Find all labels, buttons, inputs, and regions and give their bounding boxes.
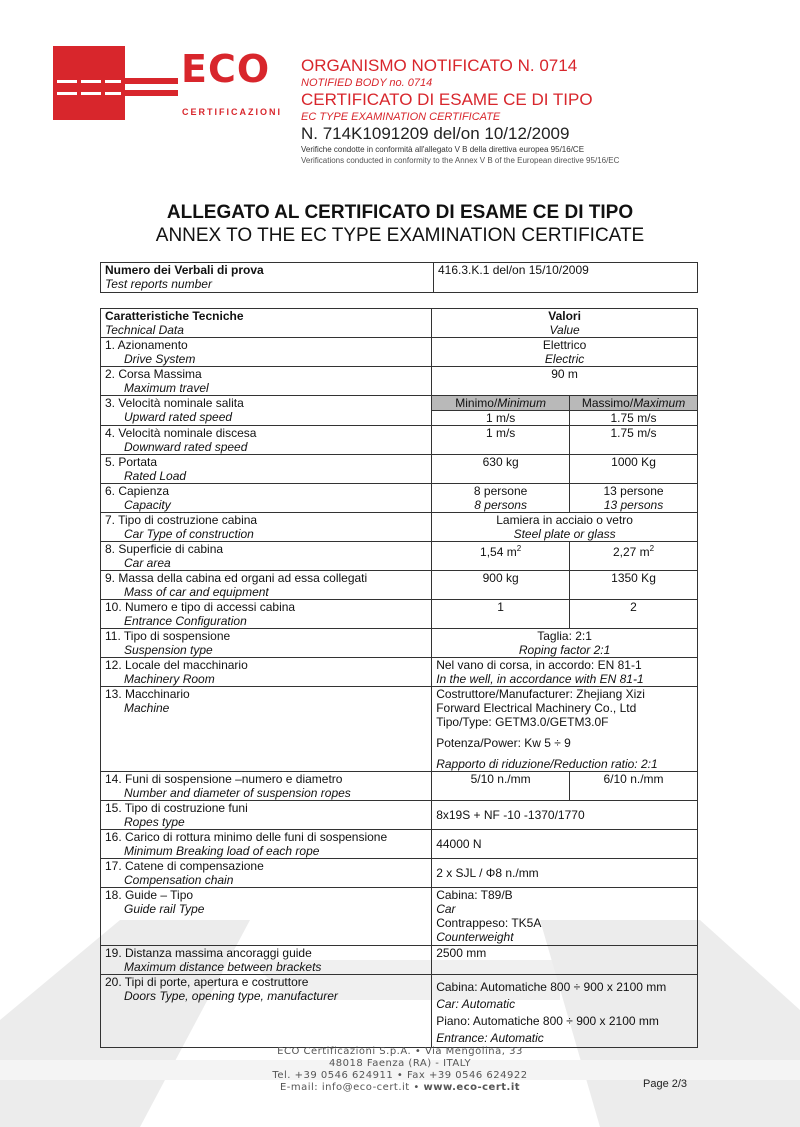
row-label: 18. Guide – Tipo: [105, 888, 194, 902]
table-cell: [570, 484, 698, 513]
table-row: [101, 542, 698, 571]
row-value-max: 13 persone: [603, 484, 664, 498]
table-cell: [432, 542, 570, 571]
table-cell: [101, 629, 432, 658]
row-label: 6. Capienza: [105, 484, 170, 498]
table-cell: [101, 484, 432, 513]
reports-label: Numero dei Verbali di prova: [105, 263, 264, 277]
table-row: [101, 830, 698, 859]
table-row: [101, 338, 698, 367]
row-value-max: 6/10 n./mm: [570, 772, 698, 801]
row-label-en: Capacity: [124, 498, 171, 512]
verification-note: Verifiche condotte in conformità all'allegato V B della direttiva europea 95/16/CE: [301, 145, 585, 154]
table-row: [101, 600, 698, 629]
row-label-en: Suspension type: [124, 643, 213, 657]
logo-subtitle: CERTIFICAZIONI: [182, 107, 282, 117]
technical-data-table: [100, 308, 698, 1048]
eco-logo: [53, 46, 282, 128]
row-value-max: 2: [570, 600, 698, 629]
door-car-en: Car: Automatic: [436, 997, 516, 1011]
table-row: [101, 801, 698, 830]
table-cell: [570, 542, 698, 571]
row-value-min: 1 m/s: [432, 426, 570, 455]
maximum-head-en: Maximum: [633, 396, 686, 410]
page-number: Page 2/3: [643, 1078, 688, 1090]
row-label: 5. Portata: [105, 455, 158, 469]
table-row: [101, 946, 698, 975]
table-row: [101, 455, 698, 484]
row-value: Elettrico: [542, 338, 587, 352]
row-label-en: Upward rated speed: [124, 410, 233, 424]
row-label: 7. Tipo di costruzione cabina: [105, 513, 258, 527]
reports-label-cell: [101, 263, 434, 293]
table-cell: [101, 309, 432, 338]
table-row: [101, 658, 698, 687]
maximum-head: [570, 396, 698, 411]
row-value-min: 8 persone: [473, 484, 528, 498]
table-cell: [101, 338, 432, 367]
row-value-min: 1,54 m: [480, 545, 517, 559]
reports-value: 416.3.K.1 del/on 15/10/2009: [434, 263, 698, 293]
table-row: [101, 687, 698, 772]
row-label: 13. Macchinario: [105, 687, 190, 701]
row-label-en: Mass of car and equipment: [124, 585, 269, 599]
row-label-en: Car area: [124, 556, 171, 570]
table-cell: [101, 455, 432, 484]
row-label-en: Car Type of construction: [124, 527, 254, 541]
table-row: [101, 309, 698, 338]
values-head-en: Value: [549, 323, 580, 337]
squared-sup: 2: [649, 544, 655, 553]
table-cell: [432, 338, 698, 367]
table-cell: [101, 687, 432, 772]
test-reports-table: [100, 262, 698, 293]
annex-title-en: ANNEX TO THE EC TYPE EXAMINATION CERTIFICATE: [155, 225, 645, 246]
table-cell: [101, 426, 432, 455]
values-head: Valori: [548, 309, 581, 323]
tech-head-en: Technical Data: [105, 323, 184, 337]
machine-manufacturer: Costruttore/Manufacturer: Zhejiang Xizi: [436, 687, 645, 701]
row-label-en: Maximum travel: [124, 381, 209, 395]
table-row: [101, 975, 698, 1048]
row-label: 3. Velocità nominale salita: [105, 396, 244, 410]
row-label-en: Machine: [124, 701, 170, 715]
row-value-max: 2,27 m: [612, 545, 650, 559]
table-cell: [101, 571, 432, 600]
table-row: [101, 629, 698, 658]
row-label: 17. Catene di compensazione: [105, 859, 264, 873]
row-label: 4. Velocità nominale discesa: [105, 426, 257, 440]
table-cell: [432, 513, 698, 542]
row-label-en: Downward rated speed: [124, 440, 248, 454]
row-label: 11. Tipo di sospensione: [105, 629, 231, 643]
table-cell: [432, 484, 570, 513]
table-row: [101, 571, 698, 600]
row-value-en: In the well, in accordance with EN 81-1: [436, 672, 644, 686]
row-label: 15. Tipo di costruzione funi: [105, 801, 248, 815]
minimum-head: [432, 396, 570, 411]
row-label: 8. Superficie di cabina: [105, 542, 224, 556]
annex-title: ALLEGATO AL CERTIFICATO DI ESAME CE DI TIPO: [166, 202, 634, 223]
verification-note-en: Verifications conducted in conformity to the Annex V B of the European directive 95/16/EC: [301, 156, 620, 165]
row-label-en: Ropes type: [124, 815, 185, 829]
row-value-min: 5/10 n./mm: [432, 772, 570, 801]
row-label-en: Minimum Breaking load of each rope: [124, 844, 320, 858]
table-row: [101, 888, 698, 946]
row-value: 8x19S + NF -10 -1370/1770: [432, 801, 698, 830]
table-row: [101, 426, 698, 455]
row-value-en: Steel plate or glass: [513, 527, 616, 541]
row-label-en: Machinery Room: [124, 672, 215, 686]
row-value: 2500 mm: [432, 946, 698, 975]
row-value: 90 m: [432, 367, 698, 396]
notified-body-title-en: NOTIFIED BODY no. 0714: [301, 77, 433, 89]
row-label-en: Doors Type, opening type, manufacturer: [124, 989, 338, 1003]
row-value: Lamiera in acciaio o vetro: [496, 513, 633, 527]
row-label-en: Compensation chain: [124, 873, 234, 887]
door-entrance-en: Entrance: Automatic: [436, 1031, 544, 1045]
door-entrance: Piano: Automatiche 800 ÷ 900 x 2100 mm: [436, 1014, 659, 1028]
row-label: 12. Locale del macchinario: [105, 658, 248, 672]
row-label: 19. Distanza massima ancoraggi guide: [105, 946, 312, 960]
table-cell: [432, 309, 698, 338]
footer-address: ECO Certificazioni S.p.A. • Via Mengolina, 33: [277, 1046, 523, 1057]
row-label-en: Rated Load: [124, 469, 187, 483]
logo-mark-icon: [53, 46, 178, 120]
row-label-en: Entrance Configuration: [124, 614, 247, 628]
row-value-min-en: 8 persons: [474, 498, 527, 512]
row-value-en: Electric: [544, 352, 585, 366]
machine-type: Tipo/Type: GETM3.0/GETM3.0F: [436, 715, 609, 729]
machine-ratio: Rapporto di riduzione/Reduction ratio: 2:1: [436, 757, 658, 771]
guide-counterweight: Contrappeso: TK5A: [436, 916, 542, 930]
row-label: 10. Numero e tipo di accessi cabina: [105, 600, 296, 614]
row-value-min: 1 m/s: [432, 411, 570, 426]
footer-city: 48018 Faenza (RA) - ITALY: [328, 1058, 472, 1069]
row-label: 9. Massa della cabina ed organi ad essa collegati: [105, 571, 368, 585]
table-cell: [101, 946, 432, 975]
table-cell: [101, 975, 432, 1048]
notified-body-title: ORGANISMO NOTIFICATO N. 0714: [301, 56, 578, 75]
table-cell: [432, 658, 698, 687]
row-value: 44000 N: [432, 830, 698, 859]
table-cell: [101, 801, 432, 830]
row-value-max-en: 13 persons: [603, 498, 664, 512]
door-car: Cabina: Automatiche 800 ÷ 900 x 2100 mm: [436, 980, 667, 994]
table-cell: [432, 687, 698, 772]
row-label: 20. Tipi di porte, apertura e costruttore: [105, 975, 309, 989]
table-row: [101, 484, 698, 513]
tech-head: Caratteristiche Tecniche: [105, 309, 244, 323]
table-cell: [101, 772, 432, 801]
guide-car: Cabina: T89/B: [436, 888, 513, 902]
guide-counterweight-en: Counterweight: [436, 930, 514, 944]
row-value-max: 1000 Kg: [570, 455, 698, 484]
row-label-en: Number and diameter of suspension ropes: [124, 786, 351, 800]
machine-power: Potenza/Power: Kw 5 ÷ 9: [436, 736, 571, 750]
row-label-en: Drive System: [124, 352, 196, 366]
row-value-min: 630 kg: [432, 455, 570, 484]
row-value-min: 900 kg: [432, 571, 570, 600]
footer-email: E-mail: info@eco-cert.it •: [279, 1082, 424, 1093]
table-row: [101, 772, 698, 801]
table-cell: [101, 888, 432, 946]
row-label: 16. Carico di rottura minimo delle funi di sospensione: [105, 830, 388, 844]
minimum-head-it: Minimo/: [455, 396, 498, 410]
table-cell: [432, 629, 698, 658]
footer-phone: Tel. +39 0546 624911 • Fax +39 0546 624922: [272, 1070, 528, 1081]
table-row: [101, 859, 698, 888]
table-cell: [101, 367, 432, 396]
table-cell: [101, 830, 432, 859]
machine-manufacturer-2: Forward Electrical Machinery Co., Ltd: [436, 701, 637, 715]
logo-text: ECO: [181, 47, 271, 91]
row-value-en: Roping factor 2:1: [518, 643, 611, 657]
table-row: [101, 396, 698, 411]
guide-car-en: Car: [436, 902, 456, 916]
row-value-max: 1.75 m/s: [570, 411, 698, 426]
certificate-header: [301, 56, 781, 166]
certificate-number: N. 714K1091209 del/on 10/12/2009: [301, 124, 570, 143]
row-label: 2. Corsa Massima: [105, 367, 202, 381]
row-label: 14. Funi di sospensione –numero e diametro: [105, 772, 343, 786]
row-label-en: Maximum distance between brackets: [124, 960, 322, 974]
reports-label-en: Test reports number: [105, 277, 212, 291]
row-value: Taglia: 2:1: [537, 629, 592, 643]
maximum-head-it: Massimo/: [581, 396, 634, 410]
table-cell: [101, 396, 432, 426]
table-cell: [101, 542, 432, 571]
table-cell: [432, 888, 698, 946]
footer-website-link[interactable]: www.eco-cert.it: [423, 1082, 521, 1093]
row-label-en: Guide rail Type: [124, 902, 205, 916]
table-cell: [432, 975, 698, 1048]
table-row: [101, 367, 698, 396]
table-row: [101, 513, 698, 542]
certificate-type-title-en: EC TYPE EXAMINATION CERTIFICATE: [301, 111, 501, 123]
row-value-max: 1350 Kg: [570, 571, 698, 600]
table-cell: [101, 600, 432, 629]
row-value-min: 1: [432, 600, 570, 629]
squared-sup: 2: [516, 544, 522, 553]
row-value-max: 1.75 m/s: [570, 426, 698, 455]
table-cell: [101, 513, 432, 542]
row-value: Nel vano di corsa, in accordo: EN 81-1: [436, 658, 642, 672]
certificate-type-title: CERTIFICATO DI ESAME CE DI TIPO: [301, 90, 593, 109]
table-cell: [101, 859, 432, 888]
row-label: 1. Azionamento: [105, 338, 188, 352]
table-cell: [101, 658, 432, 687]
row-value: 2 x SJL / Φ8 n./mm: [432, 859, 698, 888]
table-row: [101, 263, 698, 293]
minimum-head-en: Minimum: [497, 396, 546, 410]
